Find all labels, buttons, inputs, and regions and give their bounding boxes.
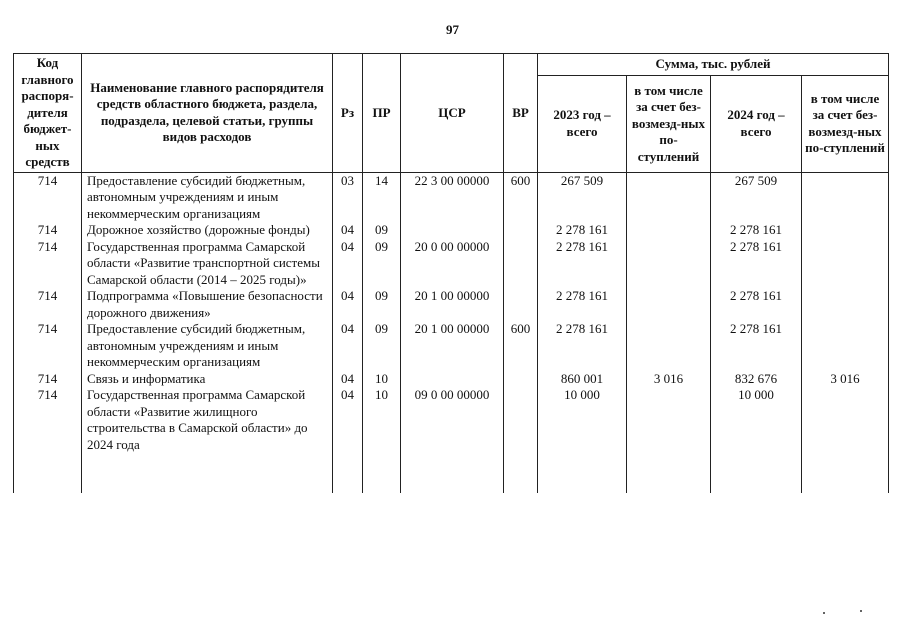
cell-2023-free bbox=[627, 321, 711, 371]
cell-2024-total: 832 676 bbox=[711, 371, 802, 388]
table-header bbox=[14, 54, 889, 173]
cell-name: Предоставление субсидий бюджетным, автономным учреждениям и иным некоммерческим организациям bbox=[82, 172, 333, 222]
cell-csr: 09 0 00 00000 bbox=[401, 387, 504, 493]
cell-rz: 04 bbox=[333, 387, 363, 493]
cell-csr: 20 1 00 00000 bbox=[401, 288, 504, 321]
table-row bbox=[14, 172, 889, 222]
cell-2024-free bbox=[802, 239, 889, 289]
header-csr: ЦСР bbox=[401, 54, 504, 173]
cell-2023-free bbox=[627, 172, 711, 222]
cell-csr: 20 1 00 00000 bbox=[401, 321, 504, 371]
cell-csr bbox=[401, 371, 504, 388]
cell-code: 714 bbox=[14, 321, 82, 371]
table-body bbox=[14, 172, 889, 493]
cell-pr: 09 bbox=[363, 321, 401, 371]
cell-code: 714 bbox=[14, 222, 82, 239]
cell-2023-free: 3 016 bbox=[627, 371, 711, 388]
cell-2024-free bbox=[802, 321, 889, 371]
cell-rz: 04 bbox=[333, 288, 363, 321]
cell-vr bbox=[504, 288, 538, 321]
header-2024-total: 2024 год – всего bbox=[711, 76, 802, 173]
header-2023-total: 2023 год – всего bbox=[538, 76, 627, 173]
cell-2024-free bbox=[802, 172, 889, 222]
cell-2024-free bbox=[802, 288, 889, 321]
cell-rz: 04 bbox=[333, 222, 363, 239]
cell-2024-total: 2 278 161 bbox=[711, 222, 802, 239]
cell-code: 714 bbox=[14, 172, 82, 222]
cell-2023-free bbox=[627, 288, 711, 321]
cell-2024-total: 2 278 161 bbox=[711, 288, 802, 321]
cell-name: Предоставление субсидий бюджетным, автономным учреждениям и иным некоммерческим организациям bbox=[82, 321, 333, 371]
cell-rz: 04 bbox=[333, 371, 363, 388]
cell-2023-free bbox=[627, 222, 711, 239]
cell-2024-total: 10 000 bbox=[711, 387, 802, 493]
cell-rz: 04 bbox=[333, 239, 363, 289]
cell-2023-free bbox=[627, 239, 711, 289]
header-2023-free: в том числе за счет без-возмезд-ных по-ступлений bbox=[627, 76, 711, 173]
cell-pr: 10 bbox=[363, 387, 401, 493]
cell-csr: 22 3 00 00000 bbox=[401, 172, 504, 222]
header-code: Код главного распоря-дителя бюджет-ных средств bbox=[14, 54, 82, 173]
table-row bbox=[14, 288, 889, 321]
cell-pr: 09 bbox=[363, 239, 401, 289]
cell-2023-total: 2 278 161 bbox=[538, 288, 627, 321]
cell-2023-total: 267 509 bbox=[538, 172, 627, 222]
cell-code: 714 bbox=[14, 371, 82, 388]
cell-vr bbox=[504, 239, 538, 289]
header-2024-free: в том числе за счет без-возмезд-ных по-ступлений bbox=[802, 76, 889, 173]
cell-vr bbox=[504, 387, 538, 493]
cell-pr: 14 bbox=[363, 172, 401, 222]
header-pr: ПР bbox=[363, 54, 401, 173]
cell-code: 714 bbox=[14, 288, 82, 321]
cell-2023-total: 2 278 161 bbox=[538, 321, 627, 371]
header-name: Наименование главного распорядителя средств областного бюджета, раздела, подраздела, целевой статьи, группы видов расходов bbox=[82, 54, 333, 173]
table-row bbox=[14, 371, 889, 388]
cell-vr: 600 bbox=[504, 321, 538, 371]
scan-speck bbox=[860, 610, 862, 612]
header-sum: Сумма, тыс. рублей bbox=[538, 54, 889, 76]
cell-2023-total: 2 278 161 bbox=[538, 222, 627, 239]
cell-2024-total: 2 278 161 bbox=[711, 239, 802, 289]
cell-name: Дорожное хозяйство (дорожные фонды) bbox=[82, 222, 333, 239]
cell-pr: 09 bbox=[363, 288, 401, 321]
cell-name: Государственная программа Самарской области «Развитие транспортной системы Самарской области (2014 – 2025 годы)» bbox=[82, 239, 333, 289]
cell-name: Подпрограмма «Повышение безопасности дорожного движения» bbox=[82, 288, 333, 321]
cell-csr bbox=[401, 222, 504, 239]
cell-pr: 10 bbox=[363, 371, 401, 388]
cell-rz: 03 bbox=[333, 172, 363, 222]
cell-2024-free bbox=[802, 387, 889, 493]
page-number: 97 bbox=[446, 22, 459, 37]
budget-table bbox=[13, 53, 889, 493]
table-row bbox=[14, 321, 889, 371]
cell-2023-total: 10 000 bbox=[538, 387, 627, 493]
cell-2024-free bbox=[802, 222, 889, 239]
scan-speck bbox=[823, 612, 825, 614]
cell-2023-free bbox=[627, 387, 711, 493]
cell-vr bbox=[504, 371, 538, 388]
table-row bbox=[14, 239, 889, 289]
cell-2024-free: 3 016 bbox=[802, 371, 889, 388]
cell-pr: 09 bbox=[363, 222, 401, 239]
cell-2024-total: 267 509 bbox=[711, 172, 802, 222]
cell-name: Государственная программа Самарской области «Развитие жилищного строительства в Самарской области» до 2024 года bbox=[82, 387, 333, 493]
cell-code: 714 bbox=[14, 239, 82, 289]
table-row bbox=[14, 222, 889, 239]
cell-vr: 600 bbox=[504, 172, 538, 222]
cell-csr: 20 0 00 00000 bbox=[401, 239, 504, 289]
cell-2024-total: 2 278 161 bbox=[711, 321, 802, 371]
header-vr: ВР bbox=[504, 54, 538, 173]
cell-2023-total: 2 278 161 bbox=[538, 239, 627, 289]
header-rz: Рз bbox=[333, 54, 363, 173]
cell-2023-total: 860 001 bbox=[538, 371, 627, 388]
cell-rz: 04 bbox=[333, 321, 363, 371]
cell-code: 714 bbox=[14, 387, 82, 493]
cell-name: Связь и информатика bbox=[82, 371, 333, 388]
cell-vr bbox=[504, 222, 538, 239]
table-row bbox=[14, 387, 889, 493]
